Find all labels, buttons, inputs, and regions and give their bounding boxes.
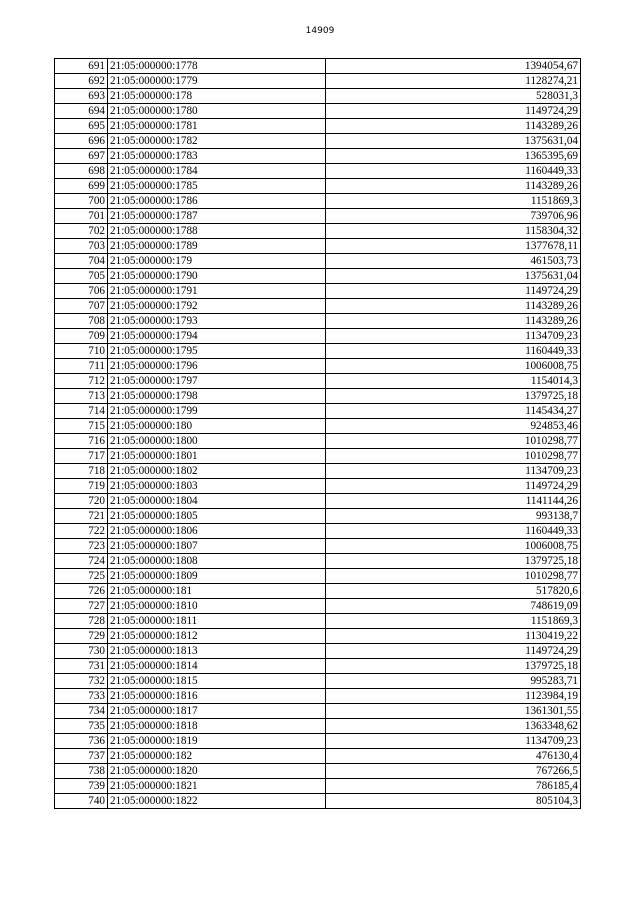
cadastral-number: 21:05:000000:1798 [108,389,326,404]
table-row [55,299,581,314]
row-number: 709 [55,329,108,344]
table-row [55,614,581,629]
cadastral-number: 21:05:000000:1802 [108,464,326,479]
row-number: 691 [55,59,108,74]
cadastral-number: 21:05:000000:1820 [108,764,326,779]
row-number: 728 [55,614,108,629]
cadastral-number: 21:05:000000:1811 [108,614,326,629]
cadastral-value: 1149724,29 [326,479,581,494]
cadastral-value: 1141144,26 [326,494,581,509]
cadastral-number: 21:05:000000:1813 [108,644,326,659]
cadastral-value: 1151869,3 [326,194,581,209]
cadastral-value: 1128274,21 [326,74,581,89]
row-number: 694 [55,104,108,119]
table-row [55,734,581,749]
cadastral-number: 21:05:000000:1816 [108,689,326,704]
cadastral-number: 21:05:000000:1779 [108,74,326,89]
row-number: 738 [55,764,108,779]
row-number: 703 [55,239,108,254]
cadastral-value: 528031,3 [326,89,581,104]
row-number: 735 [55,719,108,734]
cadastral-value: 1365395,69 [326,149,581,164]
cadastral-number: 21:05:000000:1804 [108,494,326,509]
cadastral-value: 1394054,67 [326,59,581,74]
table-row [55,749,581,764]
cadastral-value: 1363348,62 [326,719,581,734]
cadastral-value: 1149724,29 [326,284,581,299]
cadastral-number: 21:05:000000:1793 [108,314,326,329]
row-number: 715 [55,419,108,434]
table-row [55,764,581,779]
cadastral-number: 21:05:000000:1818 [108,719,326,734]
cadastral-number: 21:05:000000:1789 [108,239,326,254]
cadastral-value: 1130419,22 [326,629,581,644]
row-number: 713 [55,389,108,404]
row-number: 710 [55,344,108,359]
cadastral-value: 1143289,26 [326,314,581,329]
cadastral-number: 21:05:000000:1809 [108,569,326,584]
cadastral-number: 21:05:000000:1792 [108,299,326,314]
row-number: 733 [55,689,108,704]
table-row [55,254,581,269]
row-number: 705 [55,269,108,284]
cadastral-number: 21:05:000000:1795 [108,344,326,359]
cadastral-number: 21:05:000000:1806 [108,524,326,539]
table-row [55,149,581,164]
cadastral-value: 1010298,77 [326,569,581,584]
cadastral-number: 21:05:000000:1822 [108,794,326,809]
cadastral-value: 1123984,19 [326,689,581,704]
table-row [55,269,581,284]
row-number: 721 [55,509,108,524]
cadastral-number: 21:05:000000:1796 [108,359,326,374]
row-number: 730 [55,644,108,659]
row-number: 739 [55,779,108,794]
cadastral-value: 1361301,55 [326,704,581,719]
table-row [55,404,581,419]
table-row [55,524,581,539]
cadastral-number: 21:05:000000:180 [108,419,326,434]
table-row [55,89,581,104]
row-number: 732 [55,674,108,689]
table-row [55,464,581,479]
row-number: 716 [55,434,108,449]
row-number: 698 [55,164,108,179]
table-row [55,209,581,224]
table-row [55,704,581,719]
table-row [55,479,581,494]
cadastral-number: 21:05:000000:1778 [108,59,326,74]
cadastral-value: 748619,09 [326,599,581,614]
row-number: 734 [55,704,108,719]
table-row [55,164,581,179]
row-number: 718 [55,464,108,479]
table-row [55,569,581,584]
cadastral-value: 1151869,3 [326,614,581,629]
row-number: 726 [55,584,108,599]
row-number: 695 [55,119,108,134]
cadastral-value: 1379725,18 [326,554,581,569]
table-row [55,134,581,149]
table-row [55,74,581,89]
table-row [55,344,581,359]
table-row [55,119,581,134]
cadastral-number: 21:05:000000:1814 [108,659,326,674]
cadastral-value: 1006008,75 [326,359,581,374]
cadastral-number: 21:05:000000:1788 [108,224,326,239]
row-number: 702 [55,224,108,239]
table-row [55,659,581,674]
table-row [55,239,581,254]
cadastral-value: 1010298,77 [326,434,581,449]
cadastral-value: 1010298,77 [326,449,581,464]
row-number: 711 [55,359,108,374]
table-row [55,584,581,599]
row-number: 724 [55,554,108,569]
cadastral-value: 1160449,33 [326,524,581,539]
table-row [55,794,581,809]
table-row [55,629,581,644]
row-number: 729 [55,629,108,644]
row-number: 697 [55,149,108,164]
row-number: 722 [55,524,108,539]
cadastral-value: 1006008,75 [326,539,581,554]
row-number: 712 [55,374,108,389]
cadastral-number: 21:05:000000:1791 [108,284,326,299]
cadastral-value: 1145434,27 [326,404,581,419]
cadastral-value: 1379725,18 [326,389,581,404]
cadastral-number: 21:05:000000:181 [108,584,326,599]
table-row [55,689,581,704]
table-row [55,554,581,569]
table-row [55,194,581,209]
row-number: 700 [55,194,108,209]
cadastral-number: 21:05:000000:1799 [108,404,326,419]
cadastral-value: 1375631,04 [326,269,581,284]
cadastral-value: 1160449,33 [326,164,581,179]
table-row [55,59,581,74]
row-number: 699 [55,179,108,194]
cadastral-value: 1149724,29 [326,104,581,119]
table-row [55,494,581,509]
cadastral-number: 21:05:000000:1787 [108,209,326,224]
cadastral-number: 21:05:000000:1821 [108,779,326,794]
table-row [55,389,581,404]
cadastral-value: 517820,6 [326,584,581,599]
cadastral-value: 1379725,18 [326,659,581,674]
cadastral-number: 21:05:000000:1805 [108,509,326,524]
row-number: 727 [55,599,108,614]
table-row [55,419,581,434]
row-number: 708 [55,314,108,329]
cadastral-value: 1149724,29 [326,644,581,659]
cadastral-number: 21:05:000000:1819 [108,734,326,749]
cadastral-value: 1158304,32 [326,224,581,239]
row-number: 701 [55,209,108,224]
cadastral-number: 21:05:000000:1807 [108,539,326,554]
cadastral-number: 21:05:000000:1808 [108,554,326,569]
cadastral-value: 995283,71 [326,674,581,689]
row-number: 692 [55,74,108,89]
cadastral-number: 21:05:000000:178 [108,89,326,104]
cadastral-value: 767266,5 [326,764,581,779]
row-number: 740 [55,794,108,809]
table-row [55,509,581,524]
row-number: 714 [55,404,108,419]
cadastral-number: 21:05:000000:1790 [108,269,326,284]
row-number: 707 [55,299,108,314]
cadastral-value: 1143289,26 [326,299,581,314]
cadastral-number: 21:05:000000:179 [108,254,326,269]
cadastral-value: 1134709,23 [326,464,581,479]
cadastral-number: 21:05:000000:1794 [108,329,326,344]
cadastral-number: 21:05:000000:1783 [108,149,326,164]
cadastral-value: 1134709,23 [326,329,581,344]
cadastral-number: 21:05:000000:1815 [108,674,326,689]
row-number: 737 [55,749,108,764]
cadastral-value: 1154014,3 [326,374,581,389]
cadastral-value-table [54,58,581,809]
table-row [55,284,581,299]
row-number: 696 [55,134,108,149]
table-row [55,599,581,614]
table-row [55,104,581,119]
cadastral-value: 461503,73 [326,254,581,269]
row-number: 736 [55,734,108,749]
table-row [55,329,581,344]
cadastral-number: 21:05:000000:1785 [108,179,326,194]
cadastral-value: 1160449,33 [326,344,581,359]
table-row [55,374,581,389]
cadastral-number: 21:05:000000:1780 [108,104,326,119]
table-body [55,59,581,809]
cadastral-value: 476130,4 [326,749,581,764]
table-row [55,179,581,194]
table-row [55,224,581,239]
row-number: 719 [55,479,108,494]
cadastral-value: 1143289,26 [326,179,581,194]
page-number: 14909 [305,26,335,36]
cadastral-value: 739706,96 [326,209,581,224]
cadastral-number: 21:05:000000:1797 [108,374,326,389]
cadastral-number: 21:05:000000:1786 [108,194,326,209]
cadastral-value: 805104,3 [326,794,581,809]
cadastral-number: 21:05:000000:182 [108,749,326,764]
cadastral-number: 21:05:000000:1801 [108,449,326,464]
cadastral-value: 1377678,11 [326,239,581,254]
table-row [55,644,581,659]
row-number: 717 [55,449,108,464]
cadastral-number: 21:05:000000:1781 [108,119,326,134]
table-row [55,449,581,464]
row-number: 725 [55,569,108,584]
table-row [55,674,581,689]
cadastral-value: 786185,4 [326,779,581,794]
table-row [55,314,581,329]
row-number: 723 [55,539,108,554]
row-number: 720 [55,494,108,509]
row-number: 731 [55,659,108,674]
cadastral-number: 21:05:000000:1784 [108,164,326,179]
cadastral-number: 21:05:000000:1782 [108,134,326,149]
cadastral-number: 21:05:000000:1817 [108,704,326,719]
cadastral-number: 21:05:000000:1812 [108,629,326,644]
row-number: 693 [55,89,108,104]
table-row [55,359,581,374]
cadastral-value: 924853,46 [326,419,581,434]
table-row [55,779,581,794]
row-number: 704 [55,254,108,269]
row-number: 706 [55,284,108,299]
cadastral-value: 1375631,04 [326,134,581,149]
cadastral-number: 21:05:000000:1800 [108,434,326,449]
table-row [55,719,581,734]
table-row [55,434,581,449]
cadastral-number: 21:05:000000:1810 [108,599,326,614]
cadastral-number: 21:05:000000:1803 [108,479,326,494]
cadastral-value: 1134709,23 [326,734,581,749]
cadastral-value: 1143289,26 [326,119,581,134]
cadastral-value: 993138,7 [326,509,581,524]
table-row [55,539,581,554]
